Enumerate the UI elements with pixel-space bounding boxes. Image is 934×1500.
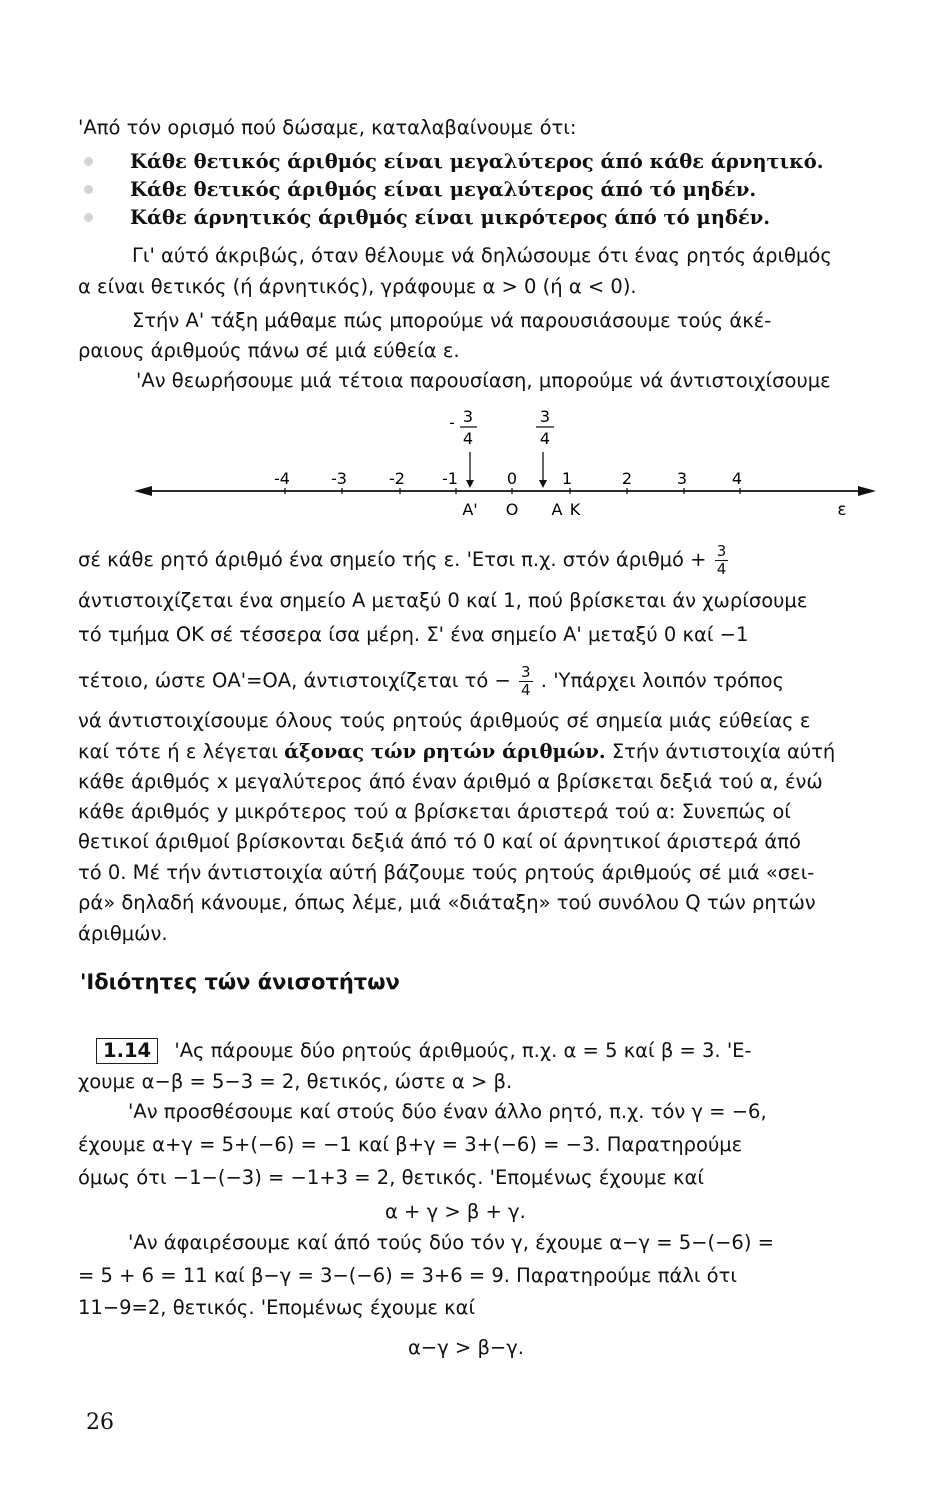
fraction xyxy=(715,543,729,578)
section-heading: 'Ιδιότητες τών άνισοτήτων xyxy=(80,970,400,994)
tick-label: -1 xyxy=(442,469,458,488)
paragraph-line: ραιους άριθμούς πάνω σέ μιά εύθεία ε. xyxy=(78,339,460,362)
paragraph-line: άντιστοιχίζεται ένα σημείο Α μεταξύ 0 καί 1, πού βρίσκεται άν χωρίσουμε xyxy=(78,589,808,612)
tick-label: 2 xyxy=(621,469,633,488)
equation-line: α−γ > β−γ. xyxy=(408,1336,524,1359)
fraction-sign: - xyxy=(449,413,455,432)
intro-text: 'Από τόν ορισμό πού δώσαμε, καταλαβαίνουμε ότι: xyxy=(78,116,577,139)
paragraph-line: 'Αν θεωρήσουμε μιά τέτοια παρουσίαση, μπορούμε νά άντιστοιχίσουμε xyxy=(136,369,831,392)
paragraph-line: Γι' αύτό άκριβώς, όταν θέλουμε νά δηλώσουμε ότι ένας ρητός άριθμός xyxy=(132,244,832,267)
paragraph-line: κάθε άριθμός y μικρότερος τού α βρίσκεται άριστερά τού α: Συνεπώς οί xyxy=(78,800,791,823)
number-line-figure xyxy=(0,400,934,530)
axis-arrow-left xyxy=(134,486,152,496)
fraction-numerator: 3 xyxy=(521,663,531,681)
point-label: Κ xyxy=(569,500,581,519)
tick-label: -4 xyxy=(274,469,290,488)
tick-label: 4 xyxy=(731,469,743,488)
tick-label: 0 xyxy=(506,469,518,488)
paragraph-line: χουμε α−β = 5−3 = 2, θετικός, ώστε α > β. xyxy=(78,1070,513,1093)
tick-label: 1 xyxy=(561,469,573,488)
tick-label: -3 xyxy=(331,469,347,488)
paragraph-line: 'Αν άφαιρέσουμε καί άπό τούς δύο τόν γ, έχουμε α−γ = 5−(−6) = xyxy=(128,1231,774,1254)
paragraph-line: τό τμήμα ΟΚ σέ τέσσερα ίσα μέρη. Σ' ένα σημείο Α' μεταξύ 0 καί −1 xyxy=(78,623,749,646)
paragraph-line: = 5 + 6 = 11 καί β−γ = 3−(−6) = 3+6 = 9. Παρατηρούμε πάλι ότι xyxy=(78,1264,737,1287)
bullet-icon xyxy=(84,185,93,194)
text-segment: Στήν άντιστοιχία αύτή xyxy=(611,740,836,763)
point-label: Α xyxy=(551,500,563,519)
fraction-denominator: 4 xyxy=(462,429,474,448)
section-number: 1.14 xyxy=(96,1038,158,1064)
point-label: Α' xyxy=(462,500,478,519)
fraction-denominator: 4 xyxy=(539,429,551,448)
paragraph-line: όμως ότι −1−(−3) = −1+3 = 2, θετικός. 'Επομένως έχουμε καί xyxy=(78,1166,704,1189)
paragraph-line xyxy=(78,543,878,578)
text-segment: καί τότε ή ε λέγεται xyxy=(78,740,278,763)
point-label: Ο xyxy=(505,500,519,519)
text-segment: . 'Υπάρχει λοιπόν τρόπος xyxy=(540,669,785,692)
paragraph-line xyxy=(96,1038,896,1064)
paragraph-line: έχουμε α+γ = 5+(−6) = −1 καί β+γ = 3+(−6) = −3. Παρατηρούμε xyxy=(78,1133,743,1156)
page-number: 26 xyxy=(86,1410,114,1435)
equation-line: α + γ > β + γ. xyxy=(385,1200,526,1223)
paragraph-line: νά άντιστοιχίσουμε όλους τούς ρητούς άριθμούς σέ σημεία μιάς εύθείας ε xyxy=(78,709,811,732)
tick-label: 3 xyxy=(676,469,688,488)
fraction-denominator: 4 xyxy=(521,681,531,699)
axis-arrow-right xyxy=(858,486,876,496)
paragraph-line: α είναι θετικός (ή άρνητικός), γράφουμε α > 0 (ή α < 0). xyxy=(78,275,637,298)
fraction-numerator: 3 xyxy=(539,407,551,426)
bullet-icon xyxy=(84,213,93,222)
term-highlight: άξονας τών ρητών άριθμών. xyxy=(284,740,606,763)
pointer-arrowhead xyxy=(466,480,474,488)
paragraph-line xyxy=(78,740,878,764)
fraction-denominator: 4 xyxy=(716,560,727,578)
paragraph-line: τό 0. Μέ τήν άντιστοιχία αύτή βάζουμε τούς ρητούς άριθμούς σέ μιά «σει- xyxy=(78,861,815,884)
paragraph-line xyxy=(78,664,878,699)
fraction-numerator: 3 xyxy=(462,407,474,426)
bullet-item: Κάθε θετικός άριθμός είναι μεγαλύτερος άπό τό μηδέν. xyxy=(130,178,757,201)
pointer-arrowhead xyxy=(539,480,547,488)
line-label: ε xyxy=(837,500,847,520)
paragraph-line: ρά» δηλαδή κάνουμε, όπως λέμε, μιά «διάταξη» τού συνόλου Q τών ρητών xyxy=(78,891,816,914)
bullet-icon xyxy=(84,157,93,166)
bullet-item: Κάθε θετικός άριθμός είναι μεγαλύτερος άπό κάθε άρνητικό. xyxy=(130,150,824,173)
paragraph-line: Στήν Α' τάξη μάθαμε πώς μπορούμε νά παρουσιάσουμε τούς άκέ- xyxy=(132,309,772,332)
paragraph-line: 'Αν προσθέσουμε καί στούς δύο έναν άλλο ρητό, π.χ. τόν γ = −6, xyxy=(128,1100,767,1123)
fraction-numerator: 3 xyxy=(716,542,727,560)
paragraph-line: θετικοί άριθμοί βρίσκονται δεξιά άπό τό 0 καί οί άρνητικοί άριστερά άπό xyxy=(78,830,801,853)
text-segment: 'Ας πάρουμε δύο ρητούς άριθμούς, π.χ. α = 5 καί β = 3. 'Ε- xyxy=(174,1039,752,1062)
text-segment: σέ κάθε ρητό άριθμό ένα σημείο τής ε. 'Ετσι π.χ. στόν άριθμό + xyxy=(78,548,707,571)
text-segment: τέτοιο, ώστε ΟΑ'=ΟΑ, άντιστοιχίζεται τό − xyxy=(78,669,511,692)
paragraph-line: κάθε άριθμός x μεγαλύτερος άπό έναν άριθμό α βρίσκεται δεξιά τού α, ένώ xyxy=(78,770,823,793)
bullet-item: Κάθε άρνητικός άριθμός είναι μικρότερος άπό τό μηδέν. xyxy=(130,206,771,229)
paragraph-line: άριθμών. xyxy=(78,922,168,945)
paragraph-line: 11−9=2, θετικός. 'Επομένως έχουμε καί xyxy=(78,1296,476,1319)
fraction xyxy=(519,664,533,699)
tick-label: -2 xyxy=(389,469,405,488)
